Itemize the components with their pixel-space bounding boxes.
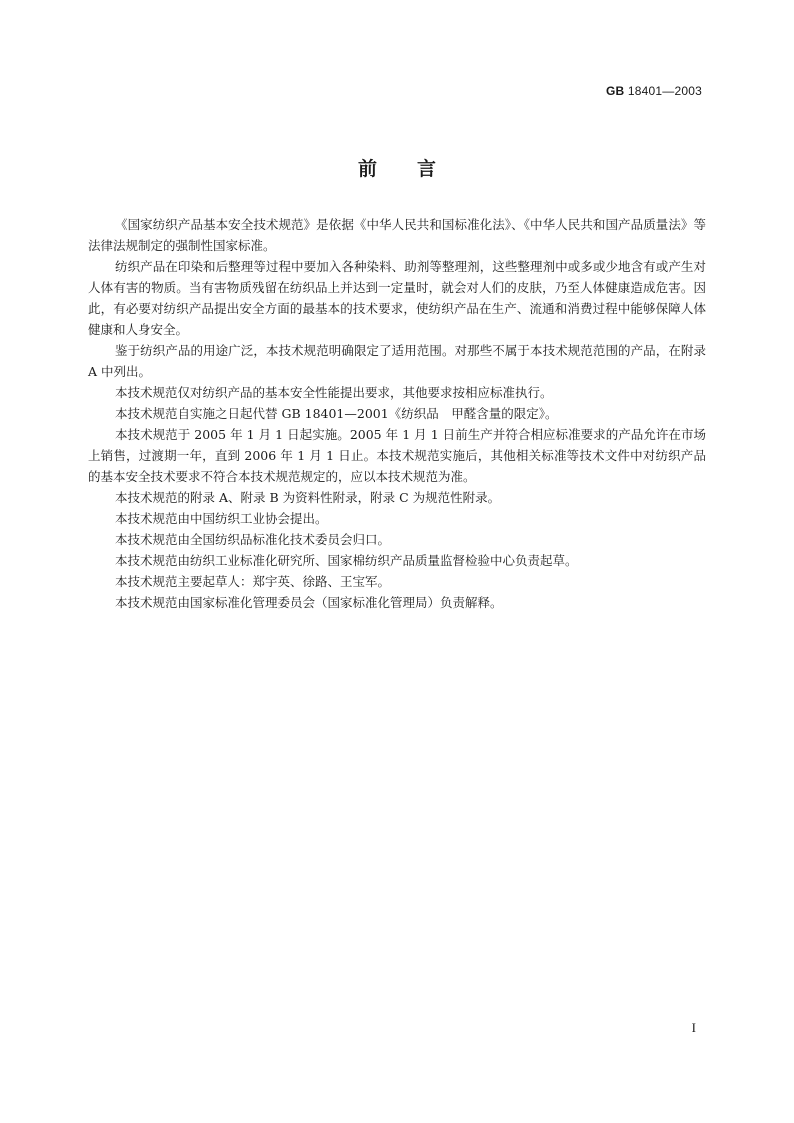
paragraph: 本技术规范仅对纺织产品的基本安全性能提出要求，其他要求按相应标准执行。 [115, 385, 553, 400]
paragraph: 本技术规范由中国纺织工业协会提出。 [115, 511, 328, 526]
paragraph: 《国家纺织产品基本安全技术规范》是依据《中华人民共和国标准化法》、《中华人民共和国产品质量法》等法律法规制定的强制性国家标准。 [88, 217, 706, 253]
paragraph: 本技术规范的附录 A、附录 B 为资料性附录，附录 C 为规范性附录。 [115, 490, 501, 505]
paragraph: 本技术规范于 2005 年 1 月 1 日起实施。2005 年 1 月 1 日前生产并符合相应标准要求的产品允许在市场上销售，过渡期一年，直到 2006 年 1 月 1 日止。本技术规范实施后，其他相关标准等技术文件中对纺织产品的基本安全技术要求不符合本技术规范规定的，应以本技术规范为准。 [88, 427, 706, 484]
paragraph: 鉴于纺织产品的用途广泛，本技术规范明确限定了适用范围。对那些不属于本技术规范范围的产品，在附录 A 中列出。 [88, 343, 706, 379]
standard-code [606, 84, 702, 98]
page-number: I [691, 1020, 696, 1035]
paragraph: 纺织产品在印染和后整理等过程中要加入各种染料、助剂等整理剂，这些整理剂中或多或少地含有或产生对人体有害的物质。当有害物质残留在纺织品上并达到一定量时，就会对人们的皮肤，乃至人体健康造成危害。因此，有必要对纺织产品提出安全方面的最基本的技术要求，使纺织产品在生产、流通和消费过程中能够保障人体健康和人身安全。 [88, 259, 706, 337]
standard-prefix: GB [605, 84, 625, 98]
paragraph: 本技术规范主要起草人：郑宇英、徐路、王宝军。 [115, 574, 391, 589]
page-title: 前言 [357, 158, 476, 180]
paragraph: 本技术规范由国家标准化管理委员会（国家标准化管理局）负责解释。 [115, 595, 503, 610]
paragraph: 本技术规范由全国纺织品标准化技术委员会归口。 [115, 532, 391, 547]
paragraph: 本技术规范自实施之日起代替 GB 18401—2001《纺织品 甲醛含量的限定》。 [115, 406, 558, 421]
preface-body [88, 214, 706, 613]
standard-number: 18401—2003 [627, 84, 702, 98]
paragraph: 本技术规范由纺织工业标准化研究所、国家棉纺织产品质量监督检验中心负责起草。 [115, 553, 578, 568]
